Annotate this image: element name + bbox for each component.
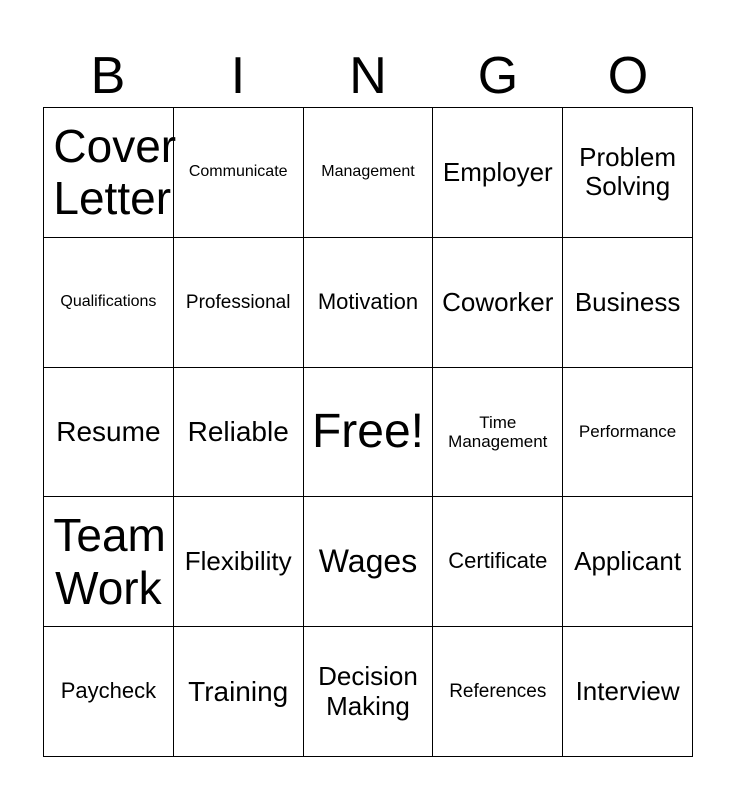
cell-text: Performance xyxy=(578,422,677,442)
bingo-cell xyxy=(174,238,304,368)
cell-text: Management xyxy=(321,163,415,181)
cell-text: Certificate xyxy=(448,548,548,574)
cell-text: Decision Making xyxy=(318,661,418,721)
bingo-board xyxy=(43,107,693,757)
bingo-cell xyxy=(433,627,563,757)
bingo-cell xyxy=(433,497,563,627)
bingo-cell xyxy=(433,368,563,498)
bingo-cell xyxy=(563,108,693,238)
header-letter-n: N xyxy=(349,47,387,105)
cell-text: Employer xyxy=(442,156,553,187)
cell-text: Problem Solving xyxy=(579,142,676,202)
cell-text: Applicant xyxy=(574,546,682,577)
bingo-cell xyxy=(44,497,174,627)
cell-text: Resume xyxy=(56,416,161,448)
bingo-header xyxy=(43,46,693,106)
bingo-cell xyxy=(563,627,693,757)
cell-text: Training xyxy=(188,675,289,707)
cell-text: Free! xyxy=(311,405,424,459)
bingo-cell-free-space xyxy=(304,368,434,498)
bingo-cell xyxy=(304,238,434,368)
bingo-cell xyxy=(304,627,434,757)
cell-text: Interview xyxy=(575,676,680,707)
header-letter-g: G xyxy=(477,47,519,105)
header-letter-o: O xyxy=(607,47,649,105)
cell-text: Time Management xyxy=(448,412,548,451)
bingo-cell xyxy=(44,627,174,757)
bingo-cell xyxy=(174,108,304,238)
header-letter-i: I xyxy=(230,47,246,105)
bingo-cell xyxy=(563,497,693,627)
cell-text: Business xyxy=(574,286,681,317)
bingo-cell xyxy=(433,108,563,238)
cell-text: Coworker xyxy=(442,286,554,317)
bingo-cell xyxy=(44,368,174,498)
cell-text: Flexibility xyxy=(184,546,292,577)
bingo-cell xyxy=(304,497,434,627)
cell-text: Cover Letter xyxy=(53,119,177,225)
bingo-cell xyxy=(563,368,693,498)
cell-text: Paycheck xyxy=(60,678,157,704)
cell-text: Reliable xyxy=(187,416,289,448)
cell-text: References xyxy=(449,680,547,702)
bingo-cell xyxy=(433,238,563,368)
cell-text: Wages xyxy=(318,542,418,579)
bingo-cell xyxy=(563,238,693,368)
header-letter-b: B xyxy=(90,47,126,105)
bingo-cell xyxy=(174,627,304,757)
cell-text: Professional xyxy=(185,291,291,313)
cell-text: Motivation xyxy=(317,288,419,314)
bingo-cell xyxy=(304,108,434,238)
cell-text: Team Work xyxy=(53,508,166,614)
bingo-cell xyxy=(44,108,177,238)
bingo-cell xyxy=(174,497,304,627)
bingo-cell xyxy=(174,368,304,498)
bingo-cell xyxy=(44,238,174,368)
cell-text: Communicate xyxy=(188,163,288,181)
cell-text: Qualifications xyxy=(60,293,157,311)
